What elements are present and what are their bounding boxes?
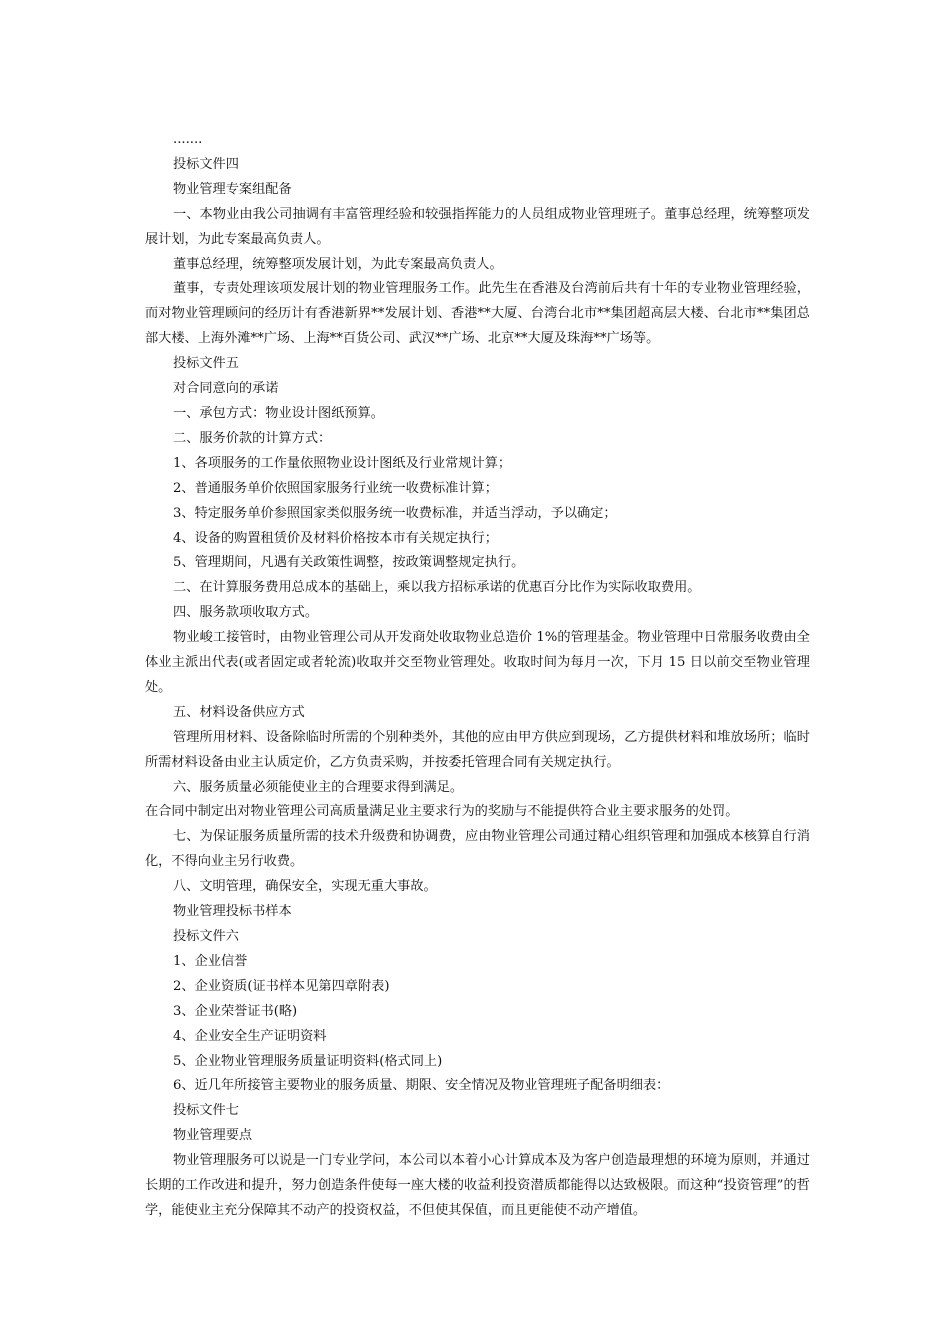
paragraph: 七、为保证服务质量所需的技术升级费和协调费，应由物业管理公司通过精心组织管理和加强成本核算自行消化，不得向业主另行收费。: [145, 829, 810, 870]
paragraph: 二、服务价款的计算方式：: [173, 430, 332, 446]
paragraph: 1、各项服务的工作量依照物业设计图纸及行业常规计算；: [173, 455, 512, 471]
paragraph: 六、服务质量必须能使业主的合理要求得到满足。: [173, 779, 464, 795]
paragraph: 物业峻工接管时，由物业管理公司从开发商处收取物业总造价 1%的管理基金。物业管理中日常服务收费由全体业主派出代表(或者固定或者轮流)收取并交至物业管理处。收取时间为每月一次，下月 15 日以前交至物业管理处。: [145, 630, 810, 695]
paragraph: 投标文件五: [173, 356, 239, 372]
paragraph: 3、企业荣誉证书(略): [173, 1003, 298, 1019]
paragraph: 四、服务款项收取方式。: [173, 605, 319, 621]
paragraph: 在合同中制定出对物业管理公司高质量满足业主要求行为的奖励与不能提供符合业主要求服务的处罚。: [145, 804, 739, 820]
paragraph: 4、设备的购置租赁价及材料价格按本市有关规定执行；: [173, 530, 498, 546]
paragraph: 八、文明管理，确保安全，实现无重大事故。: [173, 879, 437, 895]
paragraph: 投标文件六: [173, 929, 239, 944]
paragraph: 管理所用材料、设备除临时所需的个别种类外，其他的应由甲方供应到现场，乙方提供材料和堆放场所；临时所需材料设备由业主认质定价，乙方负责采购，并按委托管理合同有关规定执行。: [145, 729, 810, 770]
paragraph: 物业管理投标书样本: [173, 904, 292, 920]
paragraph: 一、承包方式：物业设计图纸预算。: [173, 405, 384, 421]
paragraph: 投标文件四: [173, 156, 239, 172]
paragraph: 5、企业物业管理服务质量证明资料(格式同上): [173, 1053, 443, 1069]
paragraph: .......: [173, 132, 203, 147]
paragraph: 3、特定服务单价参照国家类似服务统一收费标准，并适当浮动，予以确定；: [173, 505, 617, 521]
paragraph: 物业管理服务可以说是一门专业学问，本公司以本着小心计算成本及为客户创造最理想的环境为原则，并通过长期的工作改进和提升，努力创造条件使每一座大楼的收益利投资潜质都能得以达致极限。而这种“投资管理”的哲学，能使业主充分保障其不动产的投资权益，不但使其保值，而且更能使不动产增值。: [145, 1153, 810, 1218]
paragraph: 对合同意向的承诺: [173, 381, 279, 397]
paragraph: 一、本物业由我公司抽调有丰富管理经验和较强指挥能力的人员组成物业管理班子。董事总经理，统筹整项发展计划，为此专案最高负责人。: [145, 206, 810, 247]
paragraph: 6、近几年所接管主要物业的服务质量、期限、安全情况及物业管理班子配备明细表：: [173, 1078, 670, 1094]
paragraph: 2、普通服务单价依照国家服务行业统一收费标准计算；: [173, 480, 498, 496]
paragraph: 二、在计算服务费用总成本的基础上，乘以我方招标承诺的优惠百分比作为实际收取费用。: [173, 580, 701, 596]
paragraph: 董事，专责处理该项发展计划的物业管理服务工作。此先生在香港及台湾前后共有十年的专业物业管理经验，而对物业管理顾问的经历计有香港新界**发展计划、香港**大厦、台湾台北市**集团超高层大楼、台北市**集团总部大楼、上海外滩**广场、上海**百货公司、武汉**广场、北京**大厦及珠海**广场等。: [145, 281, 810, 347]
paragraph: 董事总经理，统筹整项发展计划，为此专案最高负责人。: [173, 256, 503, 272]
paragraph: 物业管理要点: [173, 1128, 253, 1144]
paragraph: 五、材料设备供应方式: [173, 704, 305, 720]
paragraph: 5、管理期间，凡遇有关政策性调整，按政策调整规定执行。: [173, 555, 525, 571]
paragraph: 物业管理专案组配备: [173, 181, 292, 197]
paragraph: 1、企业信誉: [173, 953, 248, 969]
paragraph: 2、企业资质(证书样本见第四章附表): [173, 978, 390, 994]
document-body: [145, 128, 810, 1224]
paragraph: 投标文件七: [173, 1103, 239, 1119]
paragraph: 4、企业安全生产证明资料: [173, 1028, 327, 1044]
